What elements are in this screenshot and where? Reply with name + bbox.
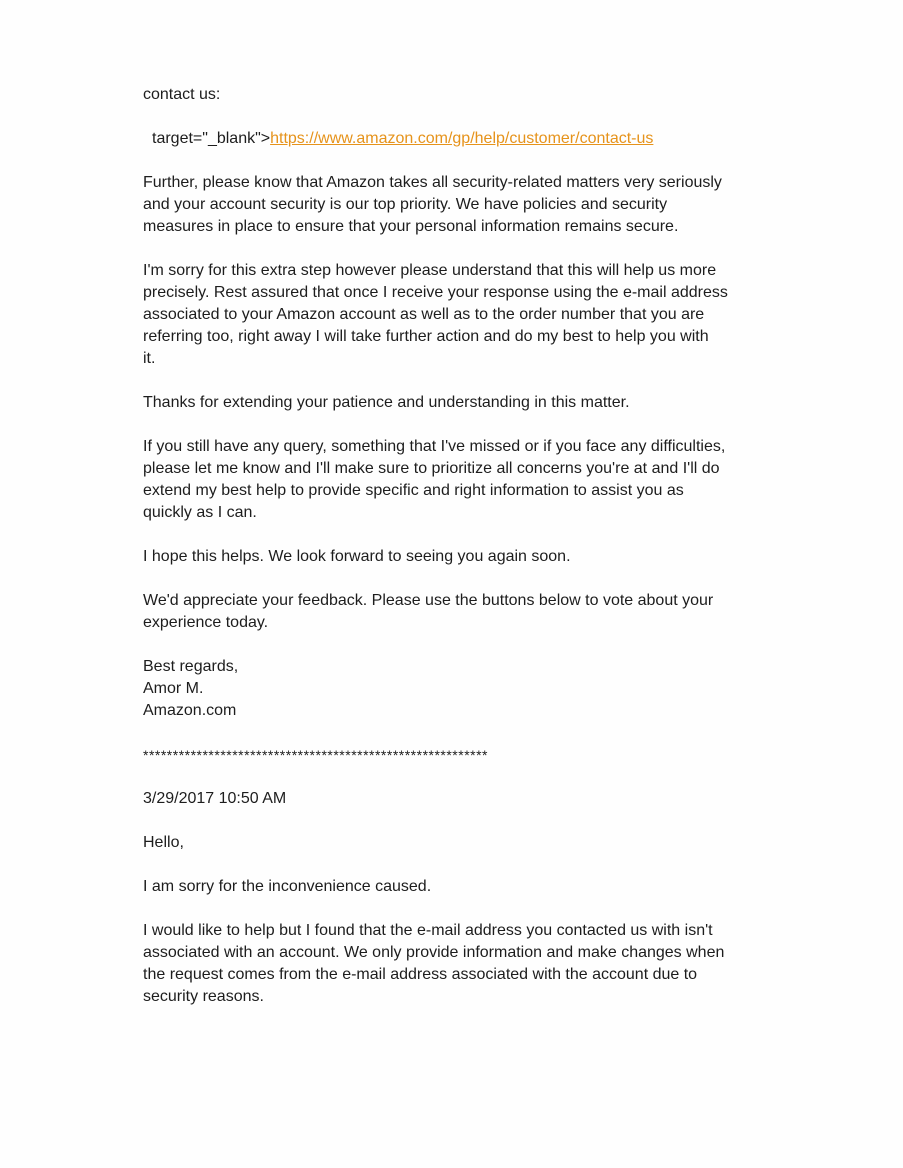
security-line: and your account security is our top priority. We have policies and security	[143, 196, 668, 213]
contact-us-link[interactable]: https://www.amazon.com/gp/help/customer/contact-us	[270, 130, 654, 147]
feedback-paragraph	[143, 590, 793, 634]
signer-company: Amazon.com	[143, 702, 237, 719]
help-line: I would like to help but I found that the e-mail address you contacted us with isn't	[143, 922, 713, 939]
help-line: associated with an account. We only provide information and make changes when	[143, 944, 725, 961]
greeting: Hello,	[143, 834, 184, 851]
sorry-line: referring too, right away I will take further action and do my best to help you with	[143, 328, 709, 345]
signer-name: Amor M.	[143, 680, 204, 697]
security-line: Further, please know that Amazon takes all security-related matters very seriously	[143, 174, 722, 191]
thanks-paragraph: Thanks for extending your patience and understanding in this matter.	[143, 394, 630, 411]
sorry-line: associated to your Amazon account as well as to the order number that you are	[143, 306, 705, 323]
query-line: extend my best help to provide specific and right information to assist you as	[143, 482, 684, 499]
query-line: If you still have any query, something that I've missed or if you face any difficulties,	[143, 438, 726, 455]
feedback-line: We'd appreciate your feedback. Please use the buttons below to vote about your	[143, 592, 714, 609]
help-line: the request comes from the e-mail address associated with the account due to	[143, 966, 698, 983]
timestamp: 3/29/2017 10:50 AM	[143, 790, 287, 807]
sorry-line: it.	[143, 350, 156, 367]
query-line: please let me know and I'll make sure to prioritize all concerns you're at and I'll do	[143, 460, 720, 477]
security-line: measures in place to ensure that your personal information remains secure.	[143, 218, 679, 235]
query-line: quickly as I can.	[143, 504, 257, 521]
signoff: Best regards,	[143, 658, 239, 675]
email-body	[143, 84, 793, 1030]
contact-intro: contact us:	[143, 86, 221, 103]
sorry-paragraph	[143, 260, 793, 370]
security-paragraph	[143, 172, 793, 238]
link-prefix-text: target="_blank">	[152, 130, 271, 147]
help-paragraph	[143, 920, 793, 1008]
help-line: security reasons.	[143, 988, 264, 1005]
sorry-line: precisely. Rest assured that once I receive your response using the e-mail address	[143, 284, 728, 301]
query-paragraph	[143, 436, 793, 524]
apology-paragraph: I am sorry for the inconvenience caused.	[143, 878, 432, 895]
separator-line: **********************************************************	[143, 747, 488, 763]
signature-block	[143, 656, 793, 722]
feedback-line: experience today.	[143, 614, 269, 631]
hope-paragraph: I hope this helps. We look forward to seeing you again soon.	[143, 548, 571, 565]
sorry-line: I'm sorry for this extra step however please understand that this will help us more	[143, 262, 717, 279]
contact-link-line	[143, 128, 793, 150]
